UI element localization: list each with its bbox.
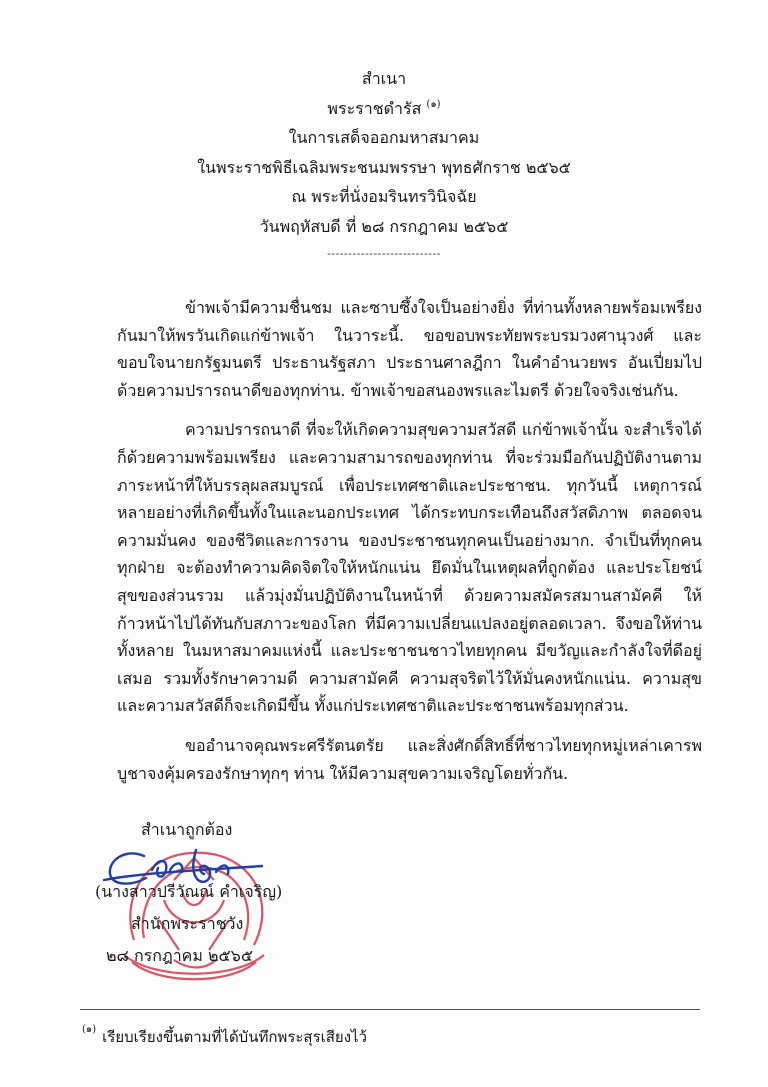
footnote-divider (80, 1009, 700, 1010)
header-divider: --------------------------- (327, 247, 441, 260)
document-body (117, 294, 702, 799)
date-line: วันพฤหัสบดี ที่ ๒๘ กรกฎาคม ๒๕๖๕ (259, 216, 509, 236)
footnote-text: เรียบเรียงขึ้นตามที่ได้บันทึกพระสุรเสียงไว้ (102, 1028, 367, 1046)
ceremony-line: ในพระราชพิธีเฉลิมพระชนมพรรษา พุทธศักราช ๒๕๖๕ (197, 157, 571, 177)
footnote-mark: (๑) (82, 1024, 97, 1035)
venue-line: ณ พระที่นั่งอมรินทรวินิจฉัย (291, 187, 477, 206)
signer-name: (นางสาวปรีวัณณ์ คำเจริญ) (95, 882, 283, 901)
document-header (0, 64, 768, 267)
copy-label: สำเนา (361, 69, 407, 88)
certified-copy-label: สำเนาถูกต้อง (141, 820, 233, 839)
title-footnote-mark: (๑) (426, 98, 441, 110)
issuing-office: สำนักพระราชวัง (131, 914, 244, 933)
document-title (0, 94, 768, 124)
title-text: พระราชดำรัส (327, 98, 422, 118)
body-paragraph-1: ข้าพเจ้ามีความชื่นชม และซาบซึ้งใจเป็นอย่างยิ่ง ที่ท่านทั้งหลายพร้อมเพรียงกันมาให้พรวันเกิดแก่ข้าพเจ้า ในวาระนี้. ขอขอบพระทัยพระบรมวงศานุวงศ์ และขอบใจนายกรัฐมนตรี ประธานรัฐสภา ประธานศาลฎีกา ในคำอำนวยพร อันเปี่ยมไปด้วยความปรารถนาดีของทุกท่าน. ข้าพเจ้าขอสนองพรและไมตรี ด้วยใจจริงเช่นกัน. (117, 298, 702, 400)
body-paragraph-3: ขออำนาจคุณพระศรีรัตนตรัย และสิ่งศักดิ์สิทธิ์ที่ชาวไทยทุกหมู่เหล่าเคารพบูชาจงคุ้มครองรักษาทุกๆ ท่าน ให้มีความสุขความเจริญโดยทั่วกัน. (117, 735, 702, 783)
footnote (82, 1025, 367, 1049)
occasion-line: ในการเสด็จออกมหาสมาคม (288, 128, 480, 147)
body-paragraph-2: ความปรารถนาดี ที่จะให้เกิดความสุขความสวัสดี แก่ข้าพเจ้านั้น จะสำเร็จได้ก็ด้วยความพร้อมเพรียง และความสามารถของทุกท่าน ที่จะร่วมมือกันปฏิบัติงานตามภาระหน้าที่ให้บรรลุผลสมบูรณ์ เพื่อประเทศชาติและประชาชน. ทุกวันนี้ เหตุการณ์หลายอย่างที่เกิดขึ้นทั้งในและนอกประเทศ ได้กระทบกระเทือนถึงสวัสดิภาพ ตลอดจนความมั่นคง ของชีวิตและการงาน ของประชาชนทุกคนเป็นอย่างมาก. จำเป็นที่ทุกคนทุกฝ่าย จะต้องทำความคิดจิตใจให้หนักแน่น ยึดมั่นในเหตุผลที่ถูกต้อง และประโยชน์สุขของส่วนรวม แล้วมุ่งมั่นปฏิบัติงานในหน้าที่ ด้วยความสมัครสมานสามัคคี ให้ก้าวหน้าไปได้ทันกับสภาวะของโลก ที่มีความเปลี่ยนแปลงอยู่ตลอดเวลา. จึงขอให้ท่านทั้งหลาย ในมหาสมาคมแห่งนี้ และประชาชนชาวไทยทุกคน มีขวัญและกำลังใจที่ดีอยู่เสมอ รวมทั้งรักษาความดี ความสามัคคี ความสุจริตไว้ให้มั่นคงหนักแน่น. ความสุขและความสวัสดีก็จะเกิดมีขึ้น ทั้งแก่ประเทศชาติและประชาชนพร้อมทุกส่วน. (117, 420, 702, 716)
certification-date: ๒๘ กรกฎาคม ๒๕๖๕ (106, 946, 253, 965)
